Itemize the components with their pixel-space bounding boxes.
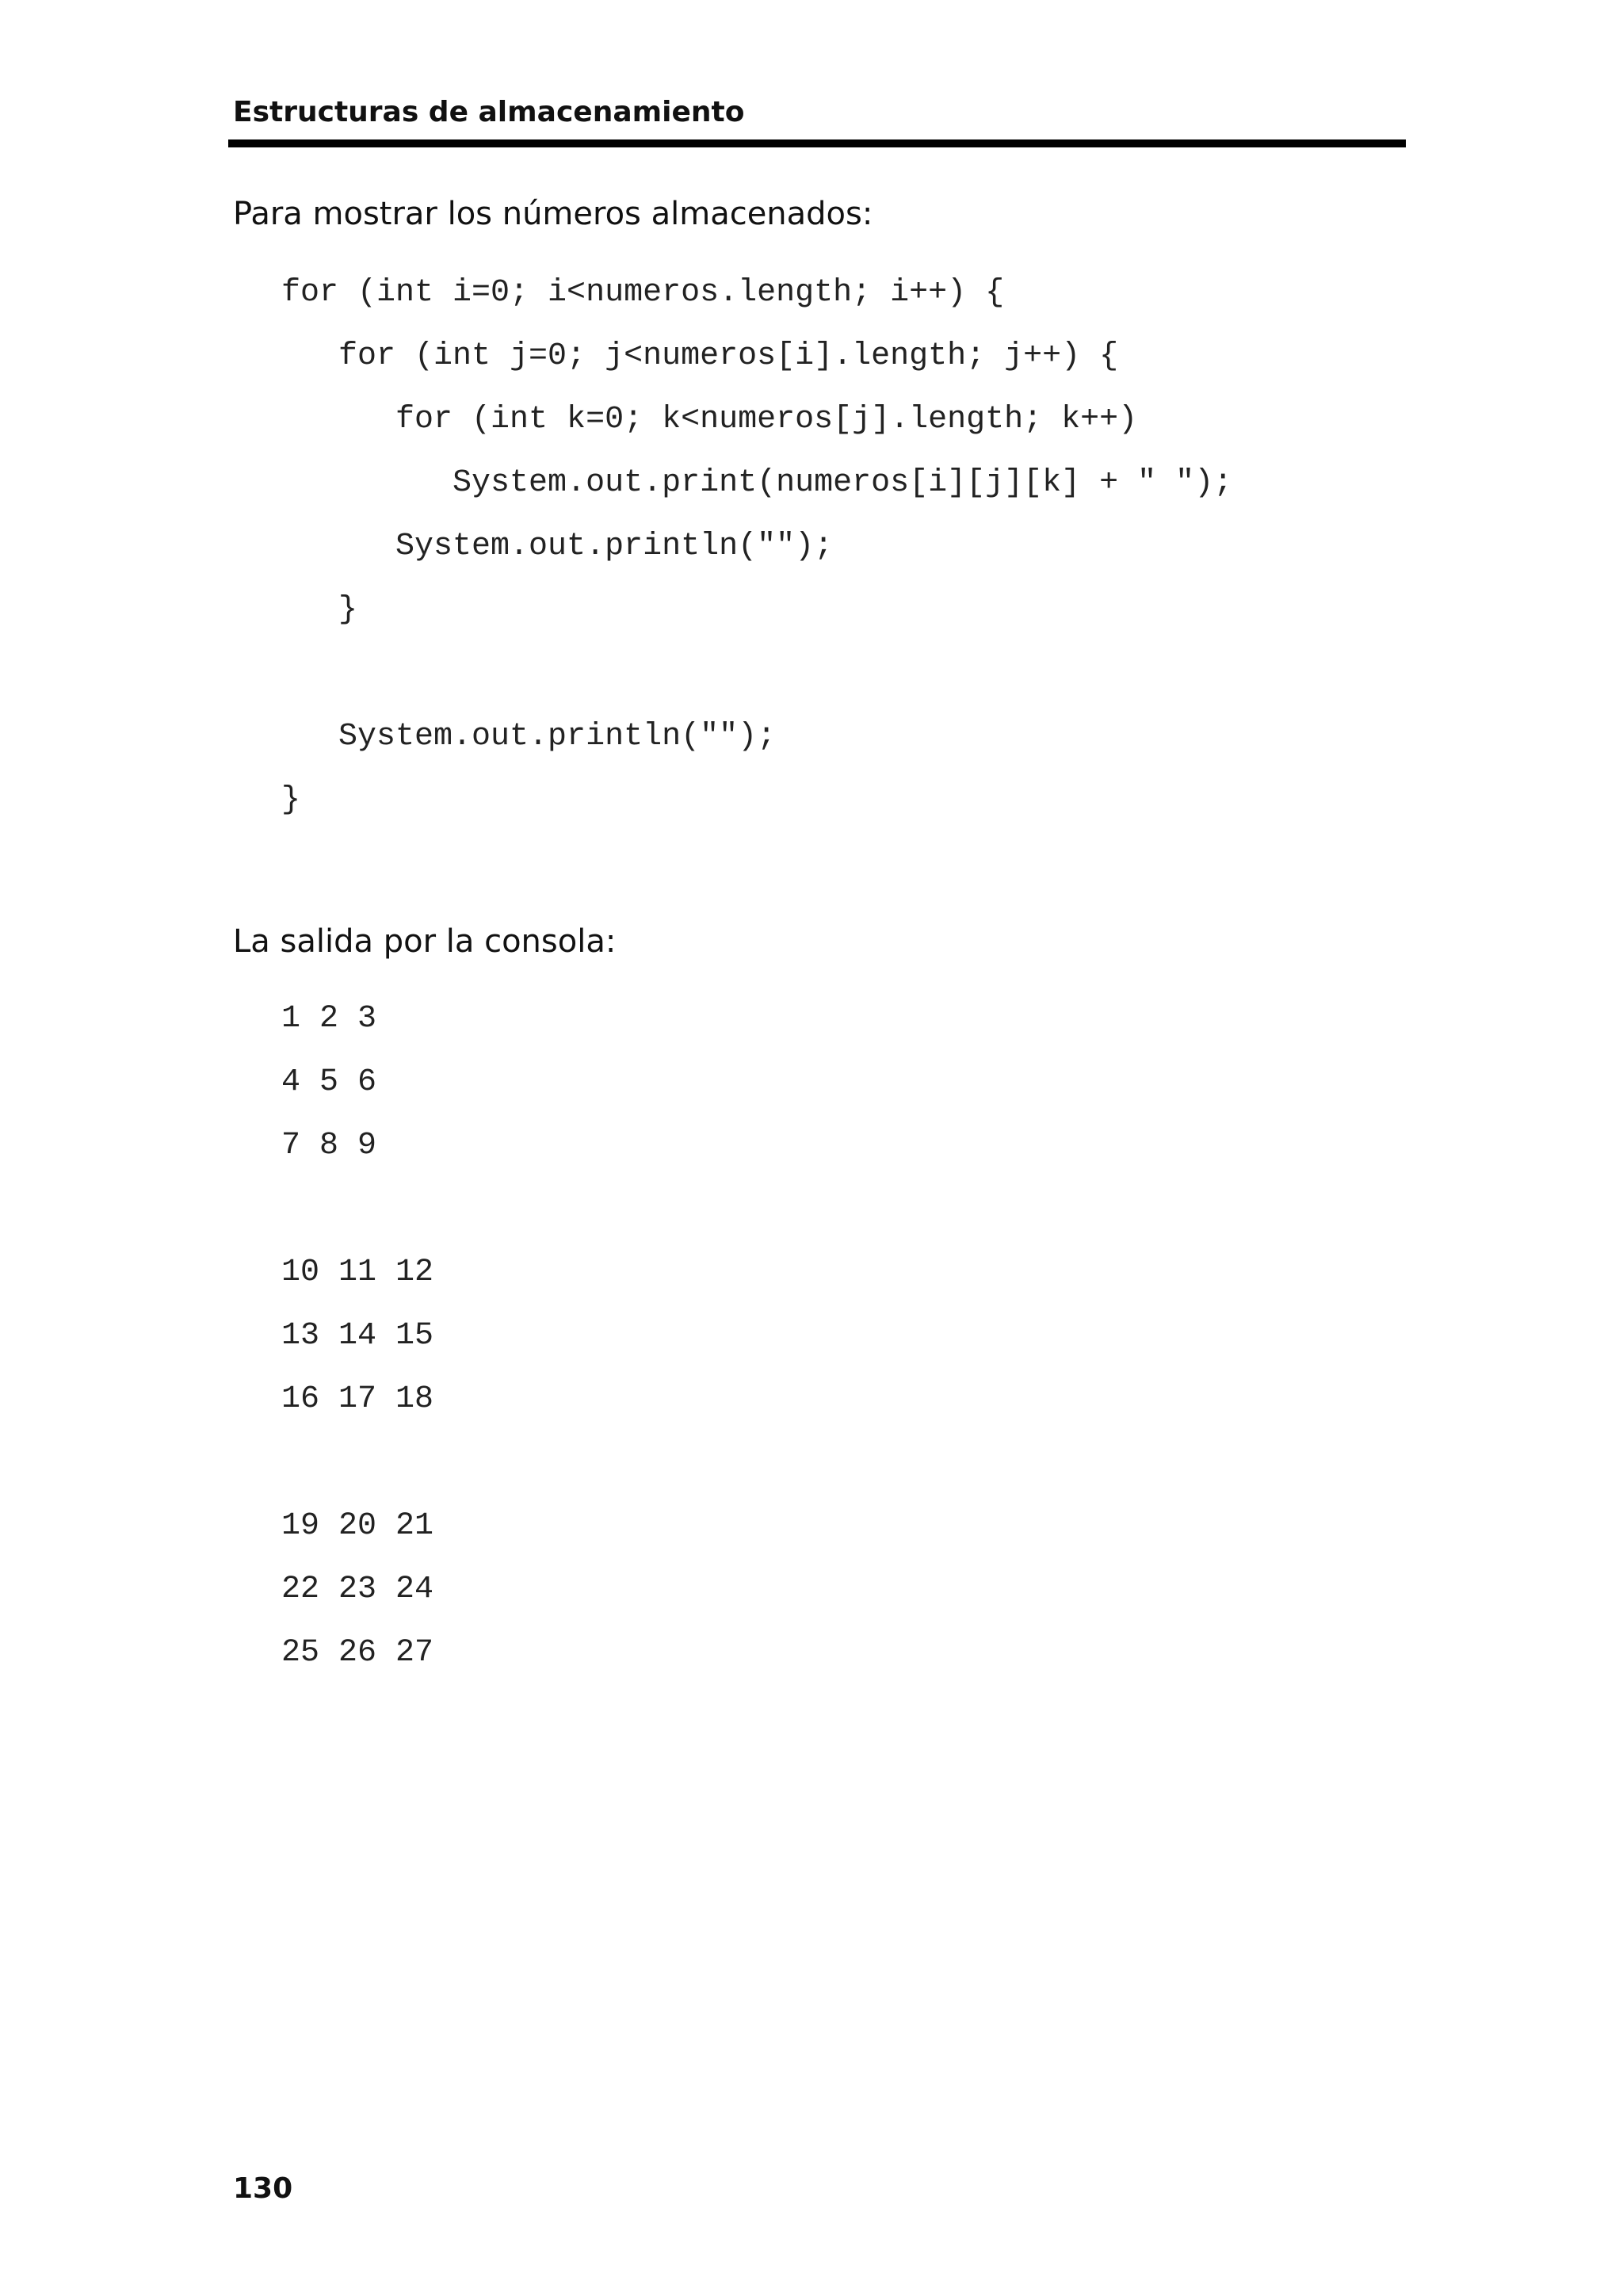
console-line: 25 26 27 <box>281 1635 434 1671</box>
console-line: 4 5 6 <box>281 1064 377 1100</box>
code-line: System.out.println(""); <box>281 529 834 564</box>
console-line: 22 23 24 <box>281 1572 434 1607</box>
console-blank-line <box>281 1187 433 1251</box>
code-listing <box>281 271 1232 842</box>
console-blank-line <box>281 1441 433 1504</box>
code-line: for (int j=0; j<numeros[i].length; j++) { <box>281 338 1119 374</box>
page-header-title: Estructuras de almacenamiento <box>233 96 745 128</box>
console-line: 16 17 18 <box>281 1381 434 1417</box>
code-line: System.out.print(numeros[i][j][k] + " "); <box>281 465 1233 501</box>
code-line: System.out.println(""); <box>281 719 777 755</box>
console-line: 7 8 9 <box>281 1128 377 1163</box>
console-line: 1 2 3 <box>281 1001 377 1037</box>
code-blank-line <box>281 651 1232 715</box>
page-number: 130 <box>233 2172 293 2205</box>
console-intro-text: La salida por la consola: <box>233 923 617 960</box>
code-line: } <box>281 592 358 628</box>
console-line: 19 20 21 <box>281 1508 434 1544</box>
console-output <box>281 997 433 1694</box>
console-line: 10 11 12 <box>281 1255 434 1290</box>
code-intro-text: Para mostrar los números almacenados: <box>233 196 873 232</box>
code-line: for (int k=0; k<numeros[j].length; k++) <box>281 402 1138 437</box>
header-rule <box>228 139 1406 147</box>
code-line: } <box>281 782 301 818</box>
console-line: 13 14 15 <box>281 1318 434 1354</box>
code-line: for (int i=0; i<numeros.length; i++) { <box>281 275 1005 311</box>
